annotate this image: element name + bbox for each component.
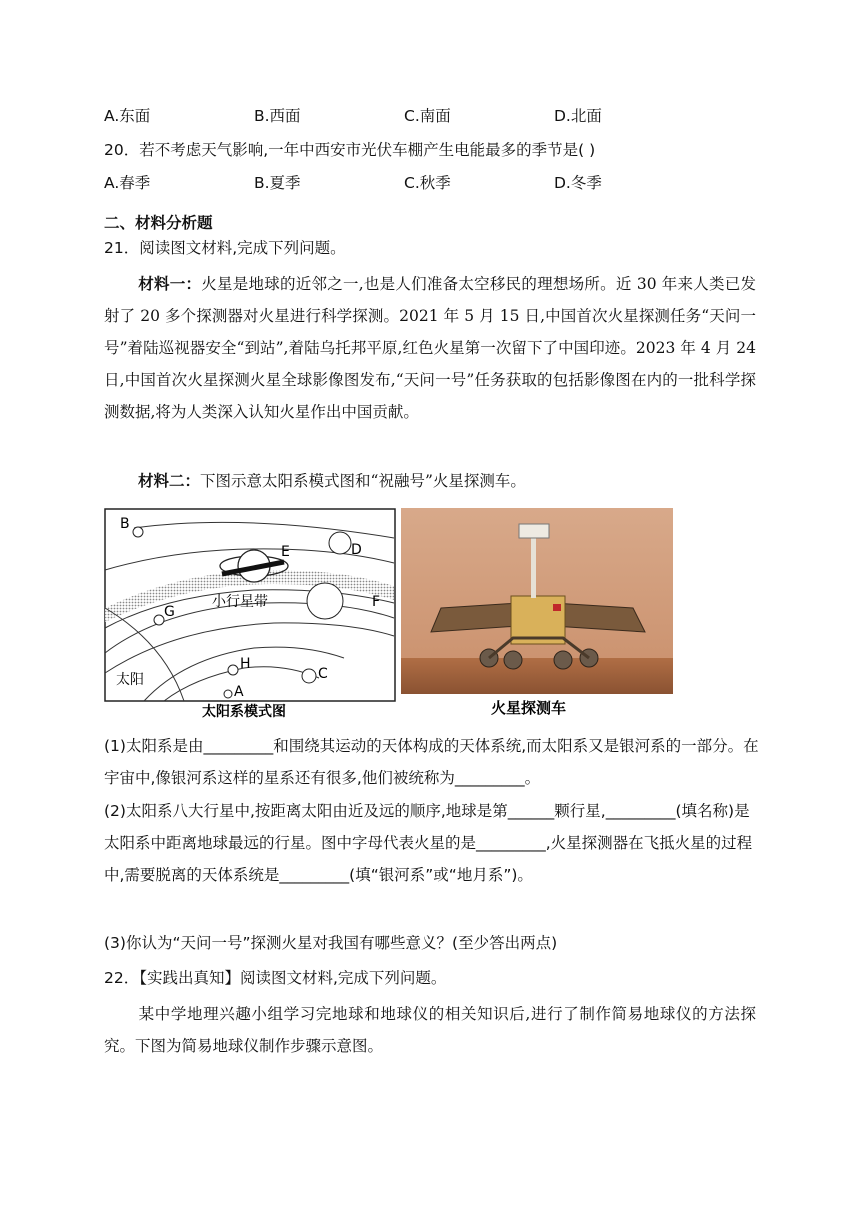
mars-rover-caption: 火星探测车: [491, 699, 567, 717]
planet-a: [224, 690, 232, 698]
planet-b: [133, 527, 143, 537]
q20-option-b: B.夏季: [254, 174, 301, 192]
planet-label-d: D: [351, 542, 362, 558]
planet-c: [302, 669, 316, 683]
q21-sub1: (1)太阳系是由_________和围绕其运动的天体构成的天体系统,而太阳系又是银河系的一部分。在宇宙中,像银河系这样的星系还有很多,他们被统称为_________。: [104, 737, 759, 787]
q20-stem: 20．若不考虑天气影响,一年中西安市光伏车棚产生电能最多的季节是( ): [104, 141, 596, 159]
planet-label-a: A: [234, 684, 244, 700]
solar-system-caption: 太阳系模式图: [202, 704, 286, 720]
q21-sub3: (3)你认为“天问一号”探测火星对我国有哪些意义？(至少答出两点): [104, 934, 558, 952]
solar-system-diagram: [104, 508, 396, 720]
planet-label-g: G: [164, 604, 175, 620]
material-two-label: 材料二：: [138, 471, 201, 490]
planet-h: [228, 665, 238, 675]
sun-label: 太阳: [116, 672, 144, 688]
planet-f: [307, 583, 343, 619]
q20-option-c: C.秋季: [404, 174, 451, 192]
planet-label-h: H: [240, 656, 251, 672]
q21-sub2: (2)太阳系八大行星中,按距离太阳由近及远的顺序,地球是第______颗行星,_________(填名称)是太阳系中距离地球最远的行星。图中字母代表火星的是_________,火星探测器在飞抵火星的过程中,需要脱离的天体系统是_________(填“银河系”或“地月系”)。: [104, 802, 753, 884]
planet-g: [154, 615, 164, 625]
planet-label-b: B: [120, 516, 130, 532]
q19-option-d: D.北面: [554, 107, 602, 125]
mars-rover-photo: [401, 508, 673, 720]
planet-label-e: E: [281, 544, 290, 560]
planet-label-c: C: [318, 666, 328, 682]
q20-option-a: A.春季: [104, 174, 151, 192]
q19-option-a: A.东面: [104, 107, 151, 125]
q20-option-d: D.冬季: [554, 174, 602, 192]
material-one-text: 火星是地球的近邻之一,也是人们准备太空移民的理想场所。近 30 年来人类已发射了 20 多个探测器对火星进行科学探测。2021 年 5 月 15 日,中国首次火星探测任务“天问一号”着陆巡视器安全“到站”,着陆乌托邦平原,红色火星第一次留下了中国印迹。2023 年 4 月 24 日,中国首次火星探测火星全球影像图发布,“天问一号”任务获取的包括影像图在内的一批科学探测数据,将为人类深入认知火星作出中国贡献。: [104, 275, 756, 421]
planet-d: [329, 532, 351, 554]
material-one-label: 材料一：: [138, 274, 202, 293]
q21-stem: 21．阅读图文材料,完成下列问题。: [104, 239, 346, 257]
asteroid-belt-label: 小行星带: [212, 594, 268, 610]
q19-option-b: B.西面: [254, 107, 301, 125]
q22-stem: 22．【实践出真知】阅读图文材料,完成下列问题。: [104, 969, 447, 987]
section-title: 二、材料分析题: [104, 214, 213, 232]
q22-paragraph: [104, 998, 756, 1062]
material-two-paragraph: [104, 465, 756, 497]
material-one-paragraph: [104, 268, 756, 428]
q22-text: 某中学地理兴趣小组学习完地球和地球仪的相关知识后,进行了制作简易地球仪的方法探究。下图为简易地球仪制作步骤示意图。: [104, 1005, 756, 1055]
q19-option-c: C.南面: [404, 107, 451, 125]
planet-label-f: F: [372, 594, 381, 610]
material-two-text: 下图示意太阳系模式图和“祝融号”火星探测车。: [200, 472, 526, 490]
